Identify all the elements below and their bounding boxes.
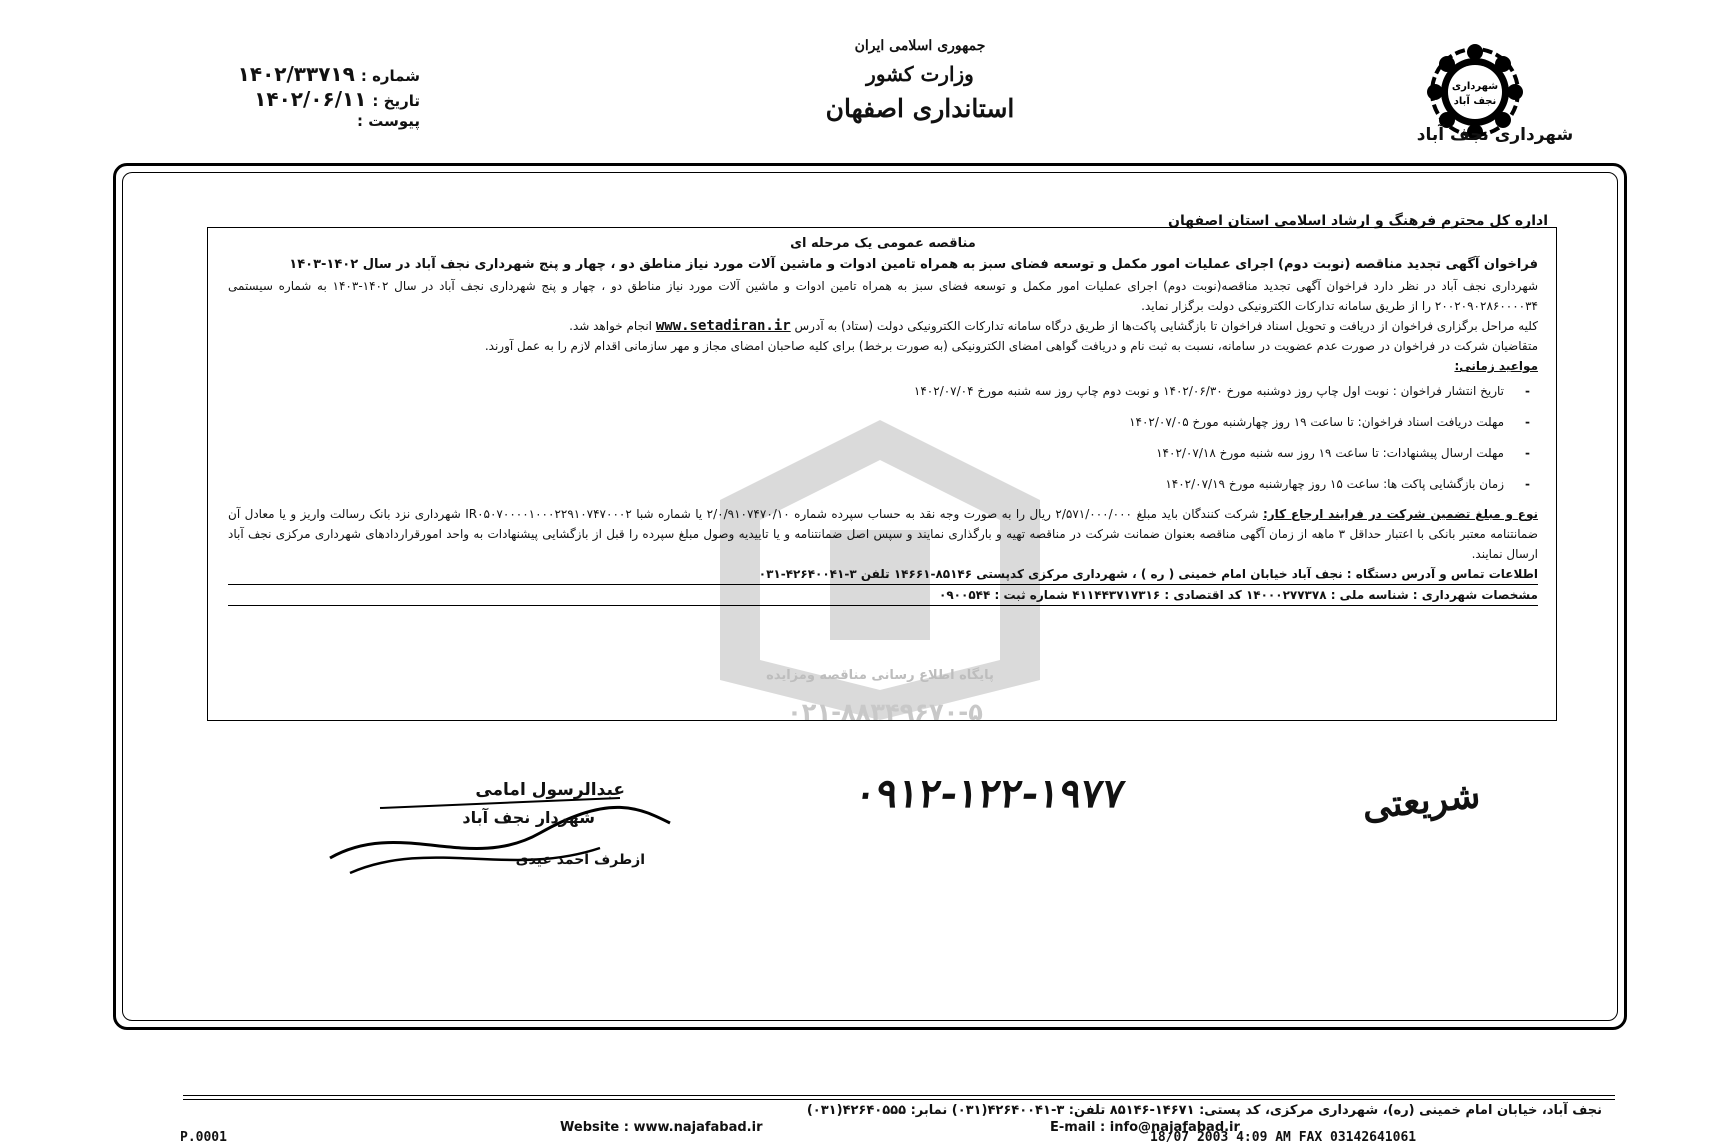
addressee: اداره کل محترم فرهنگ و ارشاد اسلامی استان اصفهان bbox=[1168, 213, 1548, 229]
municipality-identifiers: مشخصات شهرداری : شناسه ملی : ۱۴۰۰۰۲۷۷۳۷۸ کد اقتصادی : ۴۱۱۴۴۳۷۱۷۳۱۶ شماره ثبت : ۰۹۰۰۵۴۴ bbox=[228, 585, 1538, 606]
date-label: تاریخ : bbox=[372, 92, 420, 110]
logo-line-1: شهرداری bbox=[1451, 81, 1499, 92]
footer-rule bbox=[183, 1095, 1615, 1096]
mayor-title: شهردار نجف آباد bbox=[462, 808, 595, 827]
schedule-item: - تاریخ انتشار فراخوان : نوبت اول چاپ روز دوشنبه مورخ ۱۴۰۲/۰۶/۳۰ و نوبت دوم چاپ روز سه شنبه مورخ ۱۴۰۲/۰۷/۰۴ bbox=[228, 376, 1504, 407]
notice-paragraph-3: متقاضیان شرکت در فراخوان در صورت عدم عضویت در سامانه، نسبت به ثبت نام و دریافت گواهی امضای الکترونیکی (به صورت برخط) برای کلیه صاحبان امضای مجاز و مهر سازمانی اقدام لازم را به عمل آورند. bbox=[484, 339, 1538, 353]
municipality-name: شهرداری نجف آباد bbox=[1416, 125, 1574, 145]
guarantee-paragraph bbox=[228, 504, 1538, 564]
letterhead-ministry-block bbox=[770, 38, 1070, 123]
notice-paragraph-2-end: انجام خواهد شد. bbox=[569, 319, 653, 333]
footer-address: نجف آباد، خیابان امام خمینی (ره)، شهرداری مرکزی، کد پستی: ۱۴۶۷۱-۸۵۱۴۶ تلفن: ۳-۴۲۶۴۰۰۴۱(۰۳۱) نمابر: ۴۲۶۴۰۵۵۵(۰۳۱) bbox=[806, 1103, 1602, 1118]
schedule-item: - مهلت ارسال پیشنهادات: تا ساعت ۱۹ روز سه شنبه مورخ ۱۴۰۲/۰۷/۱۸ bbox=[228, 438, 1504, 469]
setad-link[interactable]: www.setadiran.ir bbox=[655, 318, 791, 334]
notice-title: مناقصه عمومی یک مرحله ای bbox=[790, 236, 976, 251]
notice-paragraph-2-text: کلیه مراحل برگزاری فراخوان از دریافت و تحویل اسناد فراخوان تا بازگشایی پاکت‌ها از طریق درگاه سامانه تدارکات الکترونیکی دولت (ستاد) به آدرس bbox=[794, 319, 1538, 333]
date-row bbox=[140, 87, 420, 112]
province-title: استانداری اصفهان bbox=[825, 94, 1015, 123]
contact-info: اطلاعات تماس و آدرس دستگاه : نجف آباد خیابان امام خمینی ( ره ) ، شهرداری مرکزی کدپستی ۸۵۱۴۶-۱۴۶۶۱ تلفن ۳-۴۲۶۴۰۰۴۱-۰۳۱ bbox=[228, 564, 1538, 585]
guarantee-text: شرکت کنندگان باید مبلغ ۲/۵۷۱/۰۰۰/۰۰۰ ریال را به صورت وجه نقد به حساب سپرده شماره ۲/۰/۹۱۰۷۴۷۰/۱۰ یا شماره شبا IR۰۵۰۷۰۰۰۰۱۰۰۰۲۲۹۱۰۷۴۷۰۰۰۲ شهرداری نزد بانک رسالت واریز و یا معادل آن ضمانتنامه معتبر بانکی با اعتبار حداقل ۳ ماهه از زمان آگهی مناقصه بعنوان ضمانت شرکت در مناقصه تهیه و بارگذاری نمایند و سپس اصل ضمانتنامه و یا تاییدیه وصول مبلغ سپرده را قبل از بازگشایی پیشنهادات به واحد امورقراردادهای شهرداری مرکزی نجف آباد ارسال نمایند. bbox=[228, 507, 1539, 561]
tender-notice-content bbox=[228, 234, 1538, 606]
date-value: ۱۴۰۲/۰۶/۱۱ bbox=[254, 87, 367, 111]
schedule-label: مواعید زمانی: bbox=[1454, 359, 1538, 373]
schedule-item: - مهلت دریافت اسناد فراخوان: تا ساعت ۱۹ روز چهارشنبه مورخ ۱۴۰۲/۰۷/۰۵ bbox=[228, 407, 1504, 438]
handwritten-phone: ۰۹۱۲-۱۲۲-۱۹۷۷ bbox=[851, 770, 1128, 817]
notice-paragraph-2 bbox=[228, 316, 1538, 336]
logo-line-2: نجف آباد bbox=[1453, 96, 1497, 107]
watermark-number: ۰۲۱-۸۸۳۴۹۶۷۰-۵ bbox=[787, 698, 983, 726]
footer-email[interactable]: E-mail : info@najafabad.ir bbox=[1050, 1120, 1240, 1135]
number-row bbox=[140, 62, 420, 87]
schedule-item: - زمان بازگشایی پاکت ها: ساعت ۱۵ روز چهارشنبه مورخ ۱۴۰۲/۰۷/۱۹ bbox=[228, 469, 1504, 500]
attachment-row bbox=[140, 112, 420, 137]
ministry-title: وزارت کشور bbox=[866, 62, 974, 86]
letter-meta bbox=[140, 62, 420, 137]
number-value: ۱۴۰۲/۳۳۷۱۹ bbox=[237, 62, 355, 86]
footer-rule bbox=[183, 1099, 1615, 1100]
notice-paragraph-1: شهرداری نجف آباد در نظر دارد فراخوان آگهی تجدید مناقصه(نوبت دوم) اجرای عملیات امور مکمل و توسعه فضای سبز به همراه تامین ادوات و ماشین آلات مورد نیاز مناطق دو ، چهار و پنج شهرداری نجف آباد در سال ۱۴۰۲-۱۴۰۳ به شماره سیستمی ۲۰۰۲۰۹۰۲۸۶۰۰۰۰۳۴ را از طریق سامانه تدارکات الکترونیکی دولت برگزار نماید. bbox=[228, 279, 1539, 313]
fax-header-stamp: 18/07 2003 4:09 AM FAX 03142641061 bbox=[1150, 1130, 1417, 1145]
number-label: شماره : bbox=[360, 67, 420, 85]
handwritten-name: شریعتی bbox=[1360, 773, 1483, 829]
mayor-name: عبدالرسول امامی bbox=[475, 780, 625, 800]
notice-heading: فراخوان آگهی تجدید مناقصه (نوبت دوم) اجرای عملیات امور مکمل و توسعه فضای سبز به همراه تامین ادوات و ماشین آلات مورد نیاز مناطق دو ، چهار و پنج شهرداری نجف آباد در سال ۱۴۰۲-۱۴۰۳ bbox=[289, 257, 1538, 272]
guarantee-label: نوع و مبلغ تضمین شرکت در فرایند ارجاع کار: bbox=[1262, 507, 1538, 521]
republic-title: جمهوری اسلامی ایران bbox=[854, 38, 986, 54]
tender-notice-box bbox=[207, 227, 1557, 721]
on-behalf-of: ازطرف احمد عیدی bbox=[515, 852, 645, 868]
watermark-text: پایگاه اطلاع رسانی مناقصه ومزایده bbox=[766, 668, 994, 683]
fax-page-number: P.0001 bbox=[180, 1130, 227, 1145]
attachment-label: پیوست : bbox=[356, 112, 420, 130]
footer-website[interactable]: Website : www.najafabad.ir bbox=[560, 1120, 763, 1135]
schedule-list bbox=[228, 376, 1538, 500]
mayor-signature-block bbox=[320, 778, 680, 888]
